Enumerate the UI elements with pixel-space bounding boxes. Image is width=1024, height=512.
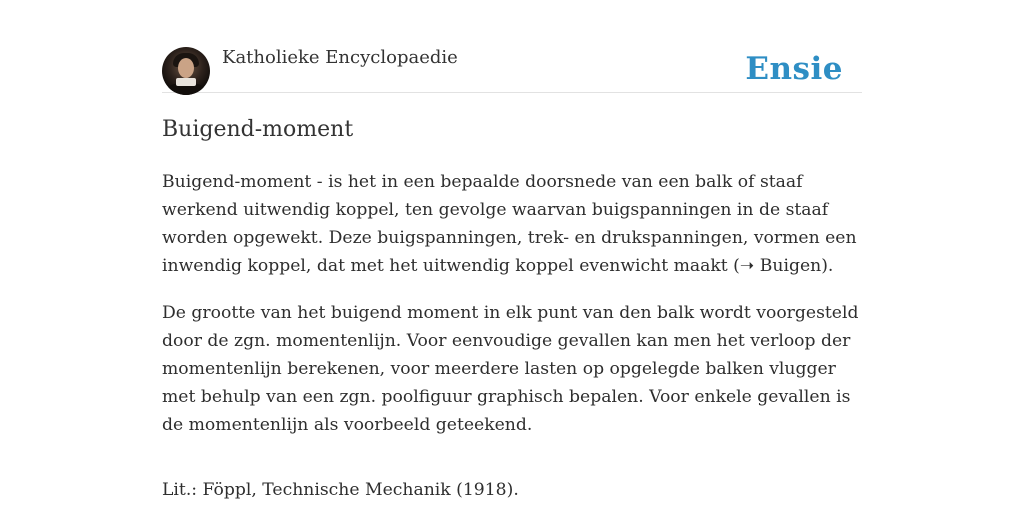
article-paragraph-2: De grootte van het buigend moment in elk punt van den balk wordt voorgesteld door de zgn. momentenlijn. Voor eenvoudige gevallen kan men het verloop der momentenlijn berekenen, voor meerdere lasten op opgelegde balken vlugger met behulp van een zgn. poolfiguur graphisch bepalen. Voor enkele gevallen is de momentenlijn als voorbeeld geteekend. <box>162 303 859 435</box>
site-title-link[interactable]: Katholieke Encyclopaedie <box>222 47 458 68</box>
brand-logo-link[interactable]: Ensie <box>745 51 843 87</box>
article-title: Buigend-moment <box>162 117 354 142</box>
literature-reference: Lit.: Föppl, Technische Mechanik (1918). <box>162 480 519 500</box>
article-paragraph-1: Buigend-moment - is het in een bepaalde doorsnede van een balk of staaf werkend uitwendig koppel, ten gevolge waarvan buigspanningen in de staaf worden opgewekt. Deze buigspanningen, trek- en drukspanningen, vormen een inwendig koppel, dat met het uitwendig koppel evenwicht maakt (➝ Buigen). <box>162 172 857 276</box>
portrait-avatar-icon[interactable] <box>162 47 210 95</box>
site-header <box>162 44 862 93</box>
article-body <box>162 168 867 512</box>
